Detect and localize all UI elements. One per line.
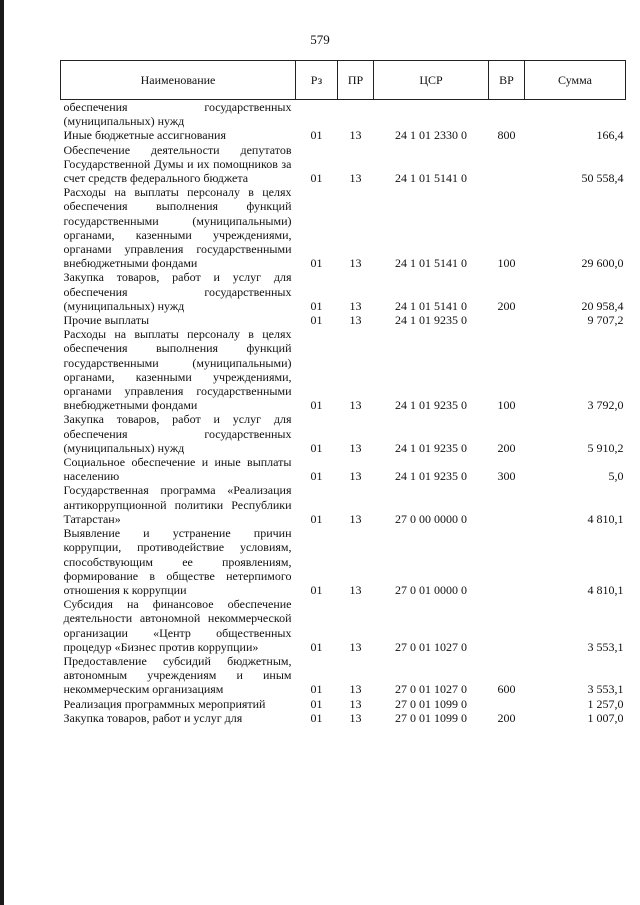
row-vr	[489, 597, 525, 654]
table-row	[61, 697, 626, 711]
row-name: обеспечения государственных (муниципальных) нужд	[63, 100, 292, 129]
header-vr: ВР	[489, 61, 525, 100]
row-name: Закупка товаров, работ и услуг для	[63, 710, 243, 725]
row-csr: 24 1 01 5141 0	[395, 171, 467, 186]
row-csr: 27 0 00 0000 0	[395, 511, 467, 526]
header-rz: Рз	[296, 61, 338, 100]
row-vr: 600	[497, 682, 516, 697]
row-rz: 01	[310, 582, 323, 597]
row-vr	[489, 483, 525, 526]
table-row	[61, 128, 626, 142]
table-header-row	[61, 61, 626, 100]
row-sum: 3 792,0	[587, 398, 624, 413]
row-vr: 100	[497, 398, 516, 413]
row-pr: 13	[349, 696, 362, 711]
row-csr: 27 0 01 1027 0	[395, 682, 467, 697]
row-rz: 01	[310, 682, 323, 697]
row-sum: 4 810,1	[587, 582, 624, 597]
row-pr: 13	[349, 298, 362, 313]
row-name: Обеспечение деятельности депутатов Государственной Думы и их помощников за счет средств федерального бюджета	[63, 142, 292, 186]
table-row	[61, 412, 626, 455]
row-rz	[296, 100, 338, 129]
row-pr: 13	[349, 710, 362, 725]
row-name: Закупка товаров, работ и услуг для обеспечения государственных (муниципальных) нужд	[63, 412, 292, 455]
row-csr: 27 0 01 0000 0	[395, 582, 467, 597]
row-rz: 01	[310, 171, 323, 186]
row-sum: 3 553,1	[587, 682, 624, 697]
row-pr: 13	[349, 469, 362, 484]
row-pr: 13	[349, 171, 362, 186]
row-csr: 24 1 01 5141 0	[395, 256, 467, 271]
row-vr	[489, 313, 525, 327]
row-pr: 13	[349, 639, 362, 654]
row-name: Социальное обеспечение и иные выплаты населению	[63, 455, 292, 484]
row-rz: 01	[310, 398, 323, 413]
row-vr	[489, 697, 525, 711]
row-csr: 24 1 01 9235 0	[395, 469, 467, 484]
row-pr: 13	[349, 511, 362, 526]
row-sum: 4 810,1	[587, 511, 624, 526]
row-pr: 13	[349, 440, 362, 455]
row-pr: 13	[349, 128, 362, 143]
row-name: Реализация программных мероприятий	[63, 696, 266, 711]
table-row	[61, 597, 626, 654]
row-csr: 24 1 01 9235 0	[395, 398, 467, 413]
row-name: Государственная программа «Реализация антикоррупционной политики Республики Татарстан»	[63, 483, 292, 526]
row-pr: 13	[349, 398, 362, 413]
row-csr: 24 1 01 9235 0	[395, 313, 467, 328]
row-pr: 13	[349, 582, 362, 597]
row-name: Прочие выплаты	[63, 313, 150, 328]
row-rz: 01	[310, 298, 323, 313]
row-name: Выявление и устранение причин коррупции, противодействие условиям, способствующим ее проявлениям, формирование в обществе нетерпимого отношения к коррупции	[63, 526, 292, 597]
row-rz: 01	[310, 639, 323, 654]
table-row	[61, 270, 626, 313]
row-sum: 166,4	[596, 128, 624, 143]
table-row	[61, 313, 626, 327]
row-name: Предоставление субсидий бюджетным, автономным учреждениям и иным некоммерческим организациям	[63, 653, 292, 697]
row-pr: 13	[349, 313, 362, 328]
row-rz: 01	[310, 256, 323, 271]
row-name: Расходы на выплаты персоналу в целях обеспечения выполнения функций государственными (муниципальными) органами, казенными учреждениями, органами управления государственными внебюджетными фондами	[63, 327, 292, 413]
header-sum: Сумма	[525, 61, 626, 100]
table-row	[61, 711, 626, 725]
table-row	[61, 455, 626, 483]
row-name: Иные бюджетные ассигнования	[63, 128, 226, 143]
row-sum: 1 257,0	[587, 696, 624, 711]
row-csr	[374, 100, 489, 129]
scan-left-edge	[0, 0, 4, 905]
row-rz: 01	[310, 710, 323, 725]
header-pr: ПР	[338, 61, 374, 100]
row-vr	[489, 100, 525, 129]
table-row	[61, 185, 626, 270]
row-sum: 29 600,0	[581, 256, 624, 271]
row-sum: 3 553,1	[587, 639, 624, 654]
row-vr	[489, 143, 525, 186]
row-sum: 9 707,2	[587, 313, 624, 328]
budget-table	[60, 60, 626, 725]
row-name: Субсидия на финансовое обеспечение деятельности автономной некоммерческой организации «Центр общественных процедур «Бизнес против коррупции»	[63, 597, 292, 654]
row-sum: 20 958,4	[581, 298, 624, 313]
table-row	[61, 654, 626, 697]
row-vr: 200	[497, 298, 516, 313]
table-row	[61, 143, 626, 186]
row-sum: 50 558,4	[581, 171, 624, 186]
header-name: Наименование	[61, 61, 296, 100]
row-pr: 13	[349, 256, 362, 271]
row-vr: 100	[497, 256, 516, 271]
row-sum	[525, 100, 626, 129]
row-csr: 24 1 01 5141 0	[395, 298, 467, 313]
row-pr	[338, 100, 374, 129]
table-row	[61, 526, 626, 597]
row-name: Закупка товаров, работ и услуг для обеспечения государственных (муниципальных) нужд	[63, 270, 292, 313]
row-pr: 13	[349, 682, 362, 697]
row-rz: 01	[310, 469, 323, 484]
row-name: Расходы на выплаты персоналу в целях обеспечения выполнения функций государственными (муниципальными) органами, казенными учреждениями, органами управления государственными внебюджетными фондами	[63, 185, 292, 271]
row-vr: 300	[497, 469, 516, 484]
table-row	[61, 327, 626, 412]
row-rz: 01	[310, 313, 323, 328]
row-csr: 27 0 01 1027 0	[395, 639, 467, 654]
row-csr: 24 1 01 2330 0	[395, 128, 467, 143]
header-csr: ЦСР	[374, 61, 489, 100]
row-vr: 200	[497, 710, 516, 725]
row-rz: 01	[310, 511, 323, 526]
row-csr: 27 0 01 1099 0	[395, 696, 467, 711]
row-csr: 27 0 01 1099 0	[395, 710, 467, 725]
row-vr: 800	[497, 128, 516, 143]
row-rz: 01	[310, 440, 323, 455]
row-vr: 200	[497, 440, 516, 455]
row-sum: 5,0	[608, 469, 624, 484]
row-rz: 01	[310, 696, 323, 711]
row-csr: 24 1 01 9235 0	[395, 440, 467, 455]
table-row	[61, 100, 626, 129]
row-sum: 1 007,0	[587, 710, 624, 725]
table-row	[61, 483, 626, 526]
row-vr	[489, 526, 525, 597]
row-rz: 01	[310, 128, 323, 143]
row-sum: 5 910,2	[587, 440, 624, 455]
page-number: 579	[310, 32, 330, 47]
